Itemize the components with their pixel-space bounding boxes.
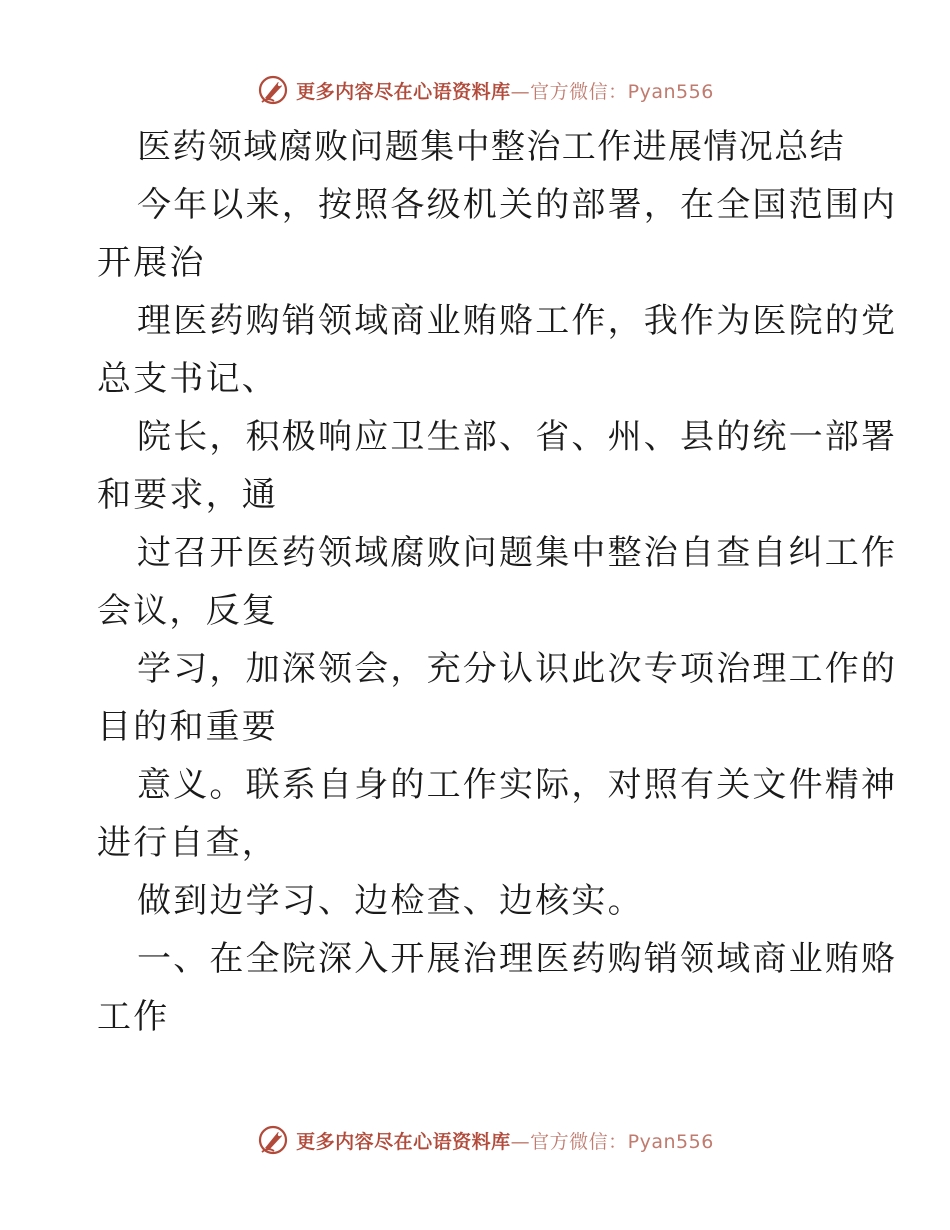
watermark-main-text: 更多内容尽在心语资料库: [296, 1130, 511, 1153]
header-watermark: [0, 70, 950, 110]
document-title: 医药领域腐败问题集中整治工作进展情况总结: [137, 127, 845, 167]
pen-nib-logo-icon: [256, 1123, 290, 1157]
paragraph-line: 总支书记、: [97, 359, 278, 399]
paragraph-line: 进行自查，: [97, 823, 278, 863]
paragraph-line: 院长，积极响应卫生部、省、州、县的统一部署: [137, 417, 898, 457]
paragraph-line: 意义。联系自身的工作实际，对照有关文件精神: [137, 765, 898, 805]
watermark-wechat-text: —官方微信：Pyan556: [510, 1130, 714, 1153]
section-heading: 一、在全院深入开展治理医药购销领域商业贿赂: [137, 939, 898, 979]
paragraph-line: 学习，加深领会，充分认识此次专项治理工作的: [137, 649, 898, 689]
watermark-text: [296, 1127, 714, 1154]
watermark-wechat-text: —官方微信：Pyan556: [510, 80, 714, 103]
paragraph-line: 理医药购销领域商业贿赂工作，我作为医院的党: [137, 301, 898, 341]
paragraph-line: 做到边学习、边检查、边核实。: [137, 881, 644, 921]
paragraph-line: 开展治: [97, 243, 206, 283]
paragraph-line: 过召开医药领域腐败问题集中整治自查自纠工作: [137, 533, 898, 573]
watermark-text: [296, 77, 714, 104]
document-body: [97, 118, 898, 1046]
paragraph-line: 和要求，通: [97, 475, 278, 515]
watermark-main-text: 更多内容尽在心语资料库: [296, 80, 511, 103]
section-heading-continuation: 工作: [97, 997, 170, 1037]
watermark-group: [256, 1123, 714, 1157]
paragraph-line: 今年以来，按照各级机关的部署，在全国范围内: [137, 185, 898, 225]
watermark-group: [256, 73, 714, 107]
paragraph-line: 会议，反复: [97, 591, 278, 631]
paragraph-line: 目的和重要: [97, 707, 278, 747]
footer-watermark: [0, 1120, 950, 1160]
pen-nib-logo-icon: [256, 73, 290, 107]
